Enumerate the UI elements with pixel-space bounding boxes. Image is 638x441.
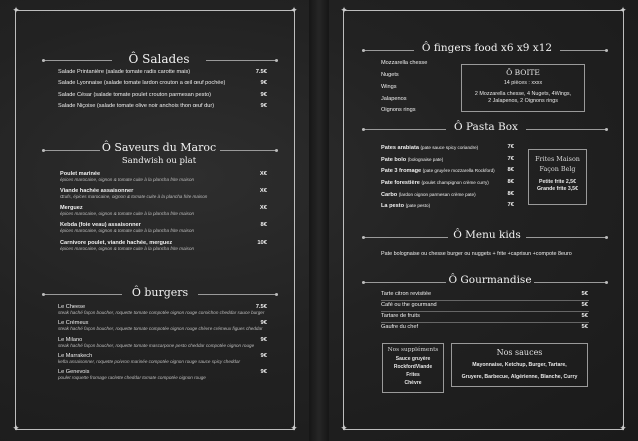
pasta-title: Ô Pasta Box: [454, 121, 518, 133]
finger-item: Nugets: [381, 72, 399, 78]
burger-item-desc: steak haché façon boucher, roquette tomate mascarpone pesto cheddar compotée oignon rouge: [58, 343, 255, 348]
maroc-title: Ô Saveurs du Maroc: [101, 141, 217, 154]
title-rule: [362, 50, 414, 51]
burger-item-price: 9€: [260, 353, 267, 359]
boite-line: 14 pièces : xxxx: [503, 80, 543, 86]
supplements-title: Nos suppléments: [387, 347, 439, 353]
pasta-item-name: Pate 3 fromage: [381, 168, 422, 174]
pasta-item-name: Pate bolo: [381, 157, 407, 163]
finger-item: Mozzarella chesse: [381, 60, 428, 66]
burger-item-price: 9€: [260, 337, 267, 343]
menu-spine: [309, 0, 329, 441]
maroc-item-desc: épices marocaine, oignon & tomate cuite à la plancha frite maison: [60, 246, 195, 251]
maroc-item-desc: épices marocaine, oignon & tomate cuite à la plancha frite maison: [60, 177, 195, 182]
dessert-item-price: 5€: [581, 291, 588, 297]
salade-item-name: Salade Niçoise (salade tomate olive noir anchois thon œuf dur): [58, 103, 215, 109]
supplement-item: Chèvre: [404, 380, 422, 386]
corner-ornament: ✦: [619, 424, 627, 434]
salade-item-price: 7.5€: [255, 69, 267, 75]
row-divider: [381, 300, 589, 301]
burgers-title: Ô burgers: [131, 286, 189, 299]
supplement-item: Sauce gruyère: [395, 356, 431, 362]
maroc-item-desc: épices marocaine, oignon & tomate cuite à la plancha frite maison: [60, 211, 195, 216]
burger-item-name: Le Crémeux: [58, 320, 89, 326]
sauces-title: Nos sauces: [496, 348, 543, 357]
salade-item-name: Salade Lyonnaise (salade tomate lardon crouton a œil œuf pochée): [58, 80, 226, 86]
title-rule: [560, 50, 608, 51]
maroc-item-name: Carnivore poulet, viande hachée, merguez: [60, 240, 173, 246]
pasta-item-name: Carbo: [381, 192, 398, 198]
title-rule: [206, 60, 278, 61]
title-rule: [42, 294, 122, 295]
title-rule: [198, 294, 278, 295]
boite-title: Ô BOITE: [506, 68, 540, 77]
maroc-item-price: 10€: [257, 240, 267, 246]
row-divider: [381, 311, 589, 312]
pasta-item-desc: (pate sauce spicy coriandre): [420, 145, 479, 150]
dessert-item-price: 5€: [581, 302, 588, 308]
salade-item-price: 9€: [260, 80, 267, 86]
title-rule: [526, 129, 608, 130]
pasta-item-price: 8€: [507, 179, 514, 185]
burger-item-desc: kefta assaisonner, roquette poivron marinée compotée oignon rouge sauce spicy cheddar: [58, 359, 241, 364]
maroc-item-name: Kebda (foie veau) assaisonner: [60, 222, 141, 228]
fingers-title: Ô fingers food x6 x9 x12: [421, 42, 553, 54]
title-rule: [526, 237, 608, 238]
boite-box: [461, 64, 585, 112]
title-rule: [362, 237, 448, 238]
pasta-item-price: 7€: [507, 202, 514, 208]
maroc-item-name: Merguez: [60, 205, 83, 211]
frites-title: Frites Maison: [535, 155, 580, 163]
gourmandise-title: Ô Gourmandise: [448, 274, 532, 286]
boite-line: 2 Mozzarella chesse, 4 Nugets, 4Wings,: [474, 91, 572, 97]
burger-item-desc: steak haché façon boucher, roquette tomate compotée oignon rouge chèvre crémeux figues cheddar: [58, 326, 263, 331]
salades-title: Ô Salades: [128, 52, 190, 66]
frites-box: [528, 149, 587, 205]
finger-item: Wings: [381, 84, 397, 90]
finger-item: Oignons rings: [381, 107, 416, 113]
maroc-item-name: Viande hachée assaisonner: [60, 188, 134, 194]
corner-ornament: ✦: [12, 424, 20, 434]
maroc-item-desc: épices marocaine, oignon & tomate cuite à la plancha frite maison: [60, 228, 195, 233]
corner-ornament: ✦: [12, 6, 20, 16]
burger-item-desc: steak haché façon boucher, roquette tomate compotée oignon rouge cornichon cheddar sauce burger: [58, 310, 265, 315]
frites-line: Grande frite 3,5€: [537, 186, 578, 192]
burger-item-price: 9€: [260, 320, 267, 326]
kids-title: Ô Menu kids: [453, 229, 521, 241]
pasta-item-price: 8€: [507, 167, 514, 173]
maroc-item-price: X€: [259, 171, 267, 177]
supplement-item: Frites: [406, 372, 420, 378]
dessert-item-name: Tarte citron revisitée: [381, 291, 432, 297]
dessert-item-name: Gaufre du chef: [381, 324, 419, 330]
maroc-subtitle: Sandwish ou plat: [121, 156, 197, 166]
title-rule: [362, 129, 446, 130]
salade-item-name: Salade César (salade tomate poulet crouton parmesan pesto): [58, 92, 211, 98]
dessert-item-name: Café ou the gourmand: [381, 302, 437, 308]
title-rule: [534, 282, 608, 283]
boite-line: 2 Jalapenos, 2 Oignons rings: [488, 98, 558, 104]
burger-item-desc: poulet roquette fromage raclette cheddar tomate compotée oignon rouge: [58, 375, 206, 380]
pasta-item-desc: (lardon oignon parmesan crème pate): [398, 192, 476, 197]
salade-item-price: 9€: [260, 103, 267, 109]
corner-ornament: ✦: [619, 6, 627, 16]
pasta-item-desc: (pate pesto): [405, 203, 431, 208]
salade-item-price: 9€: [260, 92, 267, 98]
corner-ornament: ✦: [290, 6, 298, 16]
finger-item: Jalapenos: [381, 96, 407, 102]
burger-item-name: Le Marrakech: [58, 353, 93, 359]
corner-ornament: ✦: [340, 424, 348, 434]
burger-item-name: Le Milano: [58, 337, 83, 343]
frites-line: Petite frite 2,5€: [539, 179, 576, 185]
maroc-item-price: X€: [259, 205, 267, 211]
sauces-line: Gruyere, Barbecue, Algérienne, Blanche, Curry: [461, 374, 578, 380]
sauces-line: Mayonnaise, Ketchup, Burger, Tartare,: [472, 362, 567, 368]
row-divider: [381, 322, 589, 323]
maroc-item-price: 8€: [260, 222, 267, 228]
corner-ornament: ✦: [290, 424, 298, 434]
title-rule: [220, 150, 278, 151]
sauces-box: [451, 343, 588, 387]
pasta-item-desc: (pate gruyère mozzarella Rockford): [422, 168, 495, 173]
burger-item-name: Le Cheese: [58, 304, 86, 310]
title-rule: [42, 60, 112, 61]
burger-item-name: Le Genevois: [58, 369, 90, 375]
maroc-item-desc: Œufs, épices marocaine, oignon & tomate cuite à la plancha frite maison: [60, 194, 208, 199]
burger-item-price: 9€: [260, 369, 267, 375]
pasta-item-price: 7€: [507, 144, 514, 150]
frites-subtitle: Façon Belg: [539, 165, 576, 173]
title-rule: [362, 282, 446, 283]
pasta-item-name: Pates arabiata: [381, 145, 419, 151]
dessert-item-name: Tartare de fruits: [381, 313, 420, 319]
pasta-item-price: 7€: [507, 156, 514, 162]
maroc-item-name: Poulet marinée: [60, 171, 101, 177]
salade-item-name: Salade Printanière (salade tomate radis carotte mais): [58, 69, 191, 75]
dessert-item-price: 5€: [581, 324, 588, 330]
supplements-box: [382, 343, 444, 393]
pasta-item-price: 8€: [507, 191, 514, 197]
corner-ornament: ✦: [340, 6, 348, 16]
dessert-item-price: 5€: [581, 313, 588, 319]
kids-text: Pate bolognaise ou chesse burger ou nuggets + frite +caprisun +compote 8euro: [381, 251, 572, 257]
pasta-item-name: La pesto: [381, 203, 405, 209]
supplement-item: RockfordViande: [393, 364, 433, 370]
pasta-item-name: Pate forestière: [381, 180, 420, 186]
pasta-item-desc: (bolognaise pate): [407, 157, 444, 162]
burger-item-price: 7.5€: [255, 304, 267, 310]
pasta-item-desc: (poulet champignon crème curry): [421, 180, 489, 185]
title-rule: [42, 150, 100, 151]
maroc-item-price: X€: [259, 188, 267, 194]
